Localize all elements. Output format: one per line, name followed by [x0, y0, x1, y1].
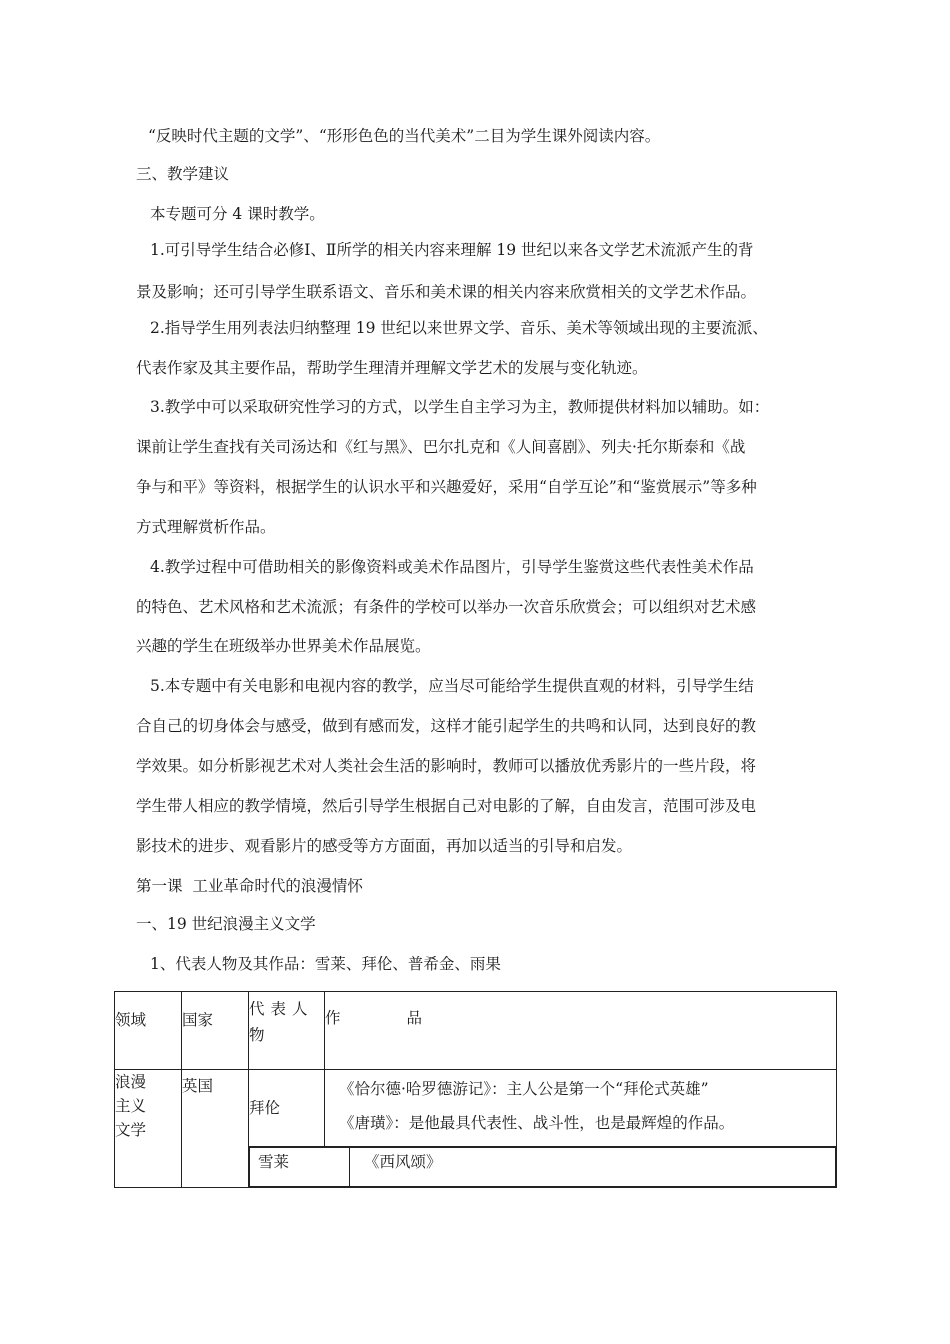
paragraph-advice-5-cont3: 学生带人相应的教学情境，然后引导学生根据自己对电影的了解，自由发言，范围可涉及电 — [136, 797, 757, 815]
header-representative: 代表人 物 — [249, 992, 325, 1070]
paragraph-advice-4: 4.教学过程中可借助相关的影像资料或美术作品图片，引导学生鉴赏这些代表性美术作品 — [150, 558, 754, 576]
cell-works-byron: 《恰尔德·哈罗德游记》：主人公是第一个“拜伦式英雄” 《唐璜》：是他最具代表性、战斗性，也是最辉煌的作品。 — [325, 1070, 837, 1147]
cell-shelley-row — [249, 1147, 837, 1188]
paragraph-advice-3-cont3: 方式理解赏析作品。 — [136, 518, 276, 536]
table-header-row — [115, 992, 837, 1070]
section-heading-romantic-literature: 一、19 世纪浪漫主义文学 — [136, 915, 316, 933]
cell-works-shelley: 《西风颂》 — [350, 1148, 836, 1187]
paragraph-advice-5-cont2: 学效果。如分析影视艺术对人类社会生活的影响时，教师可以播放优秀影片的一些片段，将 — [136, 757, 757, 775]
cell-country: 英国 — [182, 1070, 249, 1188]
table-row — [115, 1070, 837, 1147]
cell-field: 浪漫 主义 文学 — [115, 1070, 182, 1188]
paragraph-advice-3-cont2: 争与和平》等资料，根据学生的认识水平和兴趣爱好，采用“自学互论”和“鉴赏展示”等多种 — [136, 478, 757, 496]
paragraph-advice-2: 2.指导学生用列表法归纳整理 19 世纪以来世界文学、音乐、美术等领域出现的主要流派、 — [150, 319, 768, 337]
inner-shelley-table — [249, 1147, 836, 1187]
paragraph-advice-1-cont: 景及影响；还可引导学生联系语文、音乐和美术课的相关内容来欣赏相关的文学艺术作品。 — [136, 283, 757, 301]
paragraph-advice-5-cont4: 影技术的进步、观看影片的感受等方方面面，再加以适当的引导和启发。 — [136, 837, 633, 855]
subheading-representatives: 1、代表人物及其作品：雪莱、拜伦、普希金、雨果 — [150, 955, 501, 973]
paragraph-advice-3: 3.教学中可以采取研究性学习的方式，以学生自主学习为主，教师提供材料加以辅助。如： — [150, 398, 770, 416]
paragraph-lesson-count: 本专题可分 4 课时教学。 — [150, 205, 325, 223]
cell-person-byron: 拜伦 — [249, 1070, 325, 1147]
literature-table — [114, 991, 837, 1188]
paragraph-advice-4-cont2: 兴趣的学生在班级举办世界美术作品展览。 — [136, 637, 431, 655]
paragraph-advice-2-cont: 代表作家及其主要作品，帮助学生理清并理解文学艺术的发展与变化轨迹。 — [136, 359, 648, 377]
paragraph-advice-5: 5.本专题中有关电影和电视内容的教学，应当尽可能给学生提供直观的材料，引导学生结 — [150, 677, 754, 695]
header-field: 领域 — [115, 992, 182, 1070]
paragraph-advice-1: 1.可引导学生结合必修Ⅰ、Ⅱ所学的相关内容来理解 19 世纪以来各文学艺术流派产生的背 — [150, 241, 754, 259]
header-country: 国家 — [182, 992, 249, 1070]
lesson-title: 第一课 工业革命时代的浪漫情怀 — [136, 877, 363, 895]
cell-person-shelley: 雪莱 — [250, 1148, 350, 1187]
section-heading-teaching-advice: 三、教学建议 — [136, 165, 230, 183]
paragraph-advice-4-cont1: 的特色、艺术风格和艺术流派；有条件的学校可以举办一次音乐欣赏会；可以组织对艺术感 — [136, 598, 757, 616]
paragraph-advice-3-cont1: 课前让学生查找有关司汤达和《红与黑》、巴尔扎克和《人间喜剧》、列夫·托尔斯泰和《战 — [136, 438, 746, 456]
paragraph-advice-5-cont1: 合自己的切身体会与感受，做到有感而发，这样才能引起学生的共鸣和认同，达到良好的教 — [136, 717, 757, 735]
paragraph-reading-note: “反映时代主题的文学”、“形形色色的当代美术”二目为学生课外阅读内容。 — [148, 127, 661, 145]
header-works: 作 品 — [325, 992, 837, 1070]
